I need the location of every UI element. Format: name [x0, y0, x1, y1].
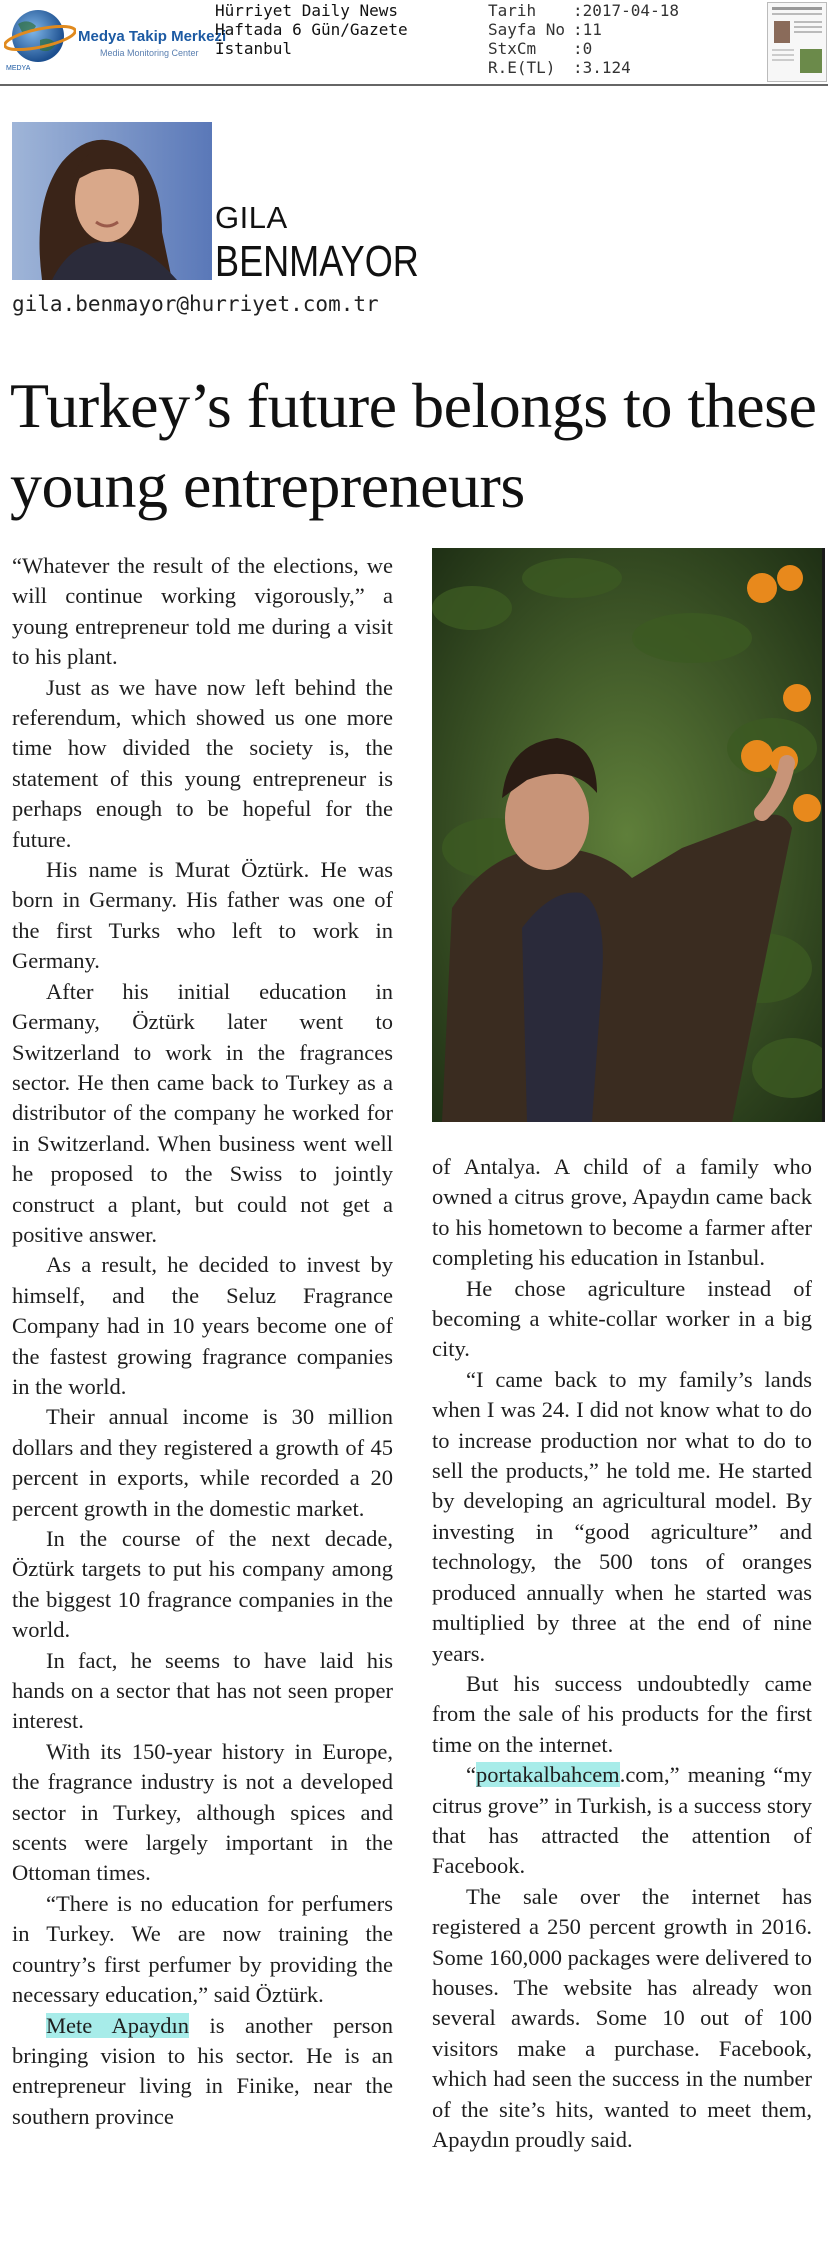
author-photo: [12, 122, 212, 280]
article-paragraph: His name is Murat Öztürk. He was born in Germany. His father was one of the first Turks who left to work in Germany.: [12, 857, 393, 974]
logo-title: Medya Takip Merkezi: [78, 28, 227, 45]
article-paragraph: Their annual income is 30 million dollars and they registered a growth of 45 percent in exports, while recorded a 20 percent growth in the domestic market.: [12, 1404, 393, 1521]
page-thumbnail[interactable]: [767, 2, 827, 82]
publication-city: İstanbul: [215, 39, 293, 58]
article-left-column: [12, 551, 393, 2132]
meta-value: :0: [573, 39, 593, 58]
quote-mark: “: [466, 1762, 476, 1788]
meta-key: Sayfa No: [488, 20, 566, 39]
article-paragraph: “I came back to my family’s lands when I was 24. I did not know what to do to increase production nor what to do to sell the products,” he told me. He started by developing an agricultural model. By investing in “good agriculture” and technology, the 500 tons of oranges produced annually when he started was multiplied by three at the end of nine years.: [432, 1366, 812, 1666]
article-paragraph: The sale over the internet has registered a 250 percent growth in 2016. Some 160,000 packages were delivered to houses. The website has already won several awards. Some 10 out of 100 visitors make a purchase. Facebook, which had seen the success in the number of the site’s hits, wanted to meet them, Apaydın proudly said.: [432, 1883, 812, 2152]
logo-subtitle: Media Monitoring Center: [100, 48, 199, 58]
meta-key: Tarih: [488, 1, 537, 20]
article-paragraph-website: [432, 1760, 812, 1882]
globe-icon: [4, 4, 76, 74]
paragraph-text: is another person bringing vision to his sector. He is an entrepreneur living in Finike, near the southern province: [12, 2012, 393, 2129]
article-paragraph-mete: [12, 2011, 393, 2133]
article-paragraph: In fact, he seems to have laid his hands on a sector that has not seen proper interest.: [12, 1647, 393, 1734]
article-paragraph: But his success undoubtedly came from the sale of his products for the first time on the internet.: [432, 1670, 812, 1757]
article-paragraph: Just as we have now left behind the referendum, which showed us one more time how divided the society is, the statement of this young entrepreneur is perhaps enough to be hopeful for the future.: [12, 674, 393, 852]
publication-name: Hürriyet Daily News: [215, 1, 399, 20]
header-divider: [0, 84, 828, 86]
article-paragraph: After his initial education in Germany, Öztürk later went to Switzerland to work in the fragrances sector. He then came back to Turkey as a distributor of the company he worked for in Switzerland. When business went well he proposed to the Swiss to jointly construct a plant, but could not get a positive answer.: [12, 978, 393, 1247]
article-paragraph: With its 150-year history in Europe, the fragrance industry is not a developed sector in Turkey, although spices and scents were largely important in the Ottoman times.: [12, 1738, 393, 1886]
meta-key: StxCm: [488, 39, 537, 58]
meta-value: :2017-04-18: [573, 1, 679, 20]
meta-row: [488, 58, 679, 77]
article-right-column: [432, 1152, 812, 2155]
highlighted-name: Mete Apaydın: [46, 2012, 189, 2038]
meta-row: [488, 1, 679, 20]
meta-row: [488, 39, 679, 58]
meta-key: R.E(TL): [488, 58, 556, 77]
article-paragraph: He chose agriculture instead of becoming a white-collar worker in a big city.: [432, 1275, 812, 1362]
article-paragraph: As a result, he decided to invest by himself, and the Seluz Fragrance Company had in 10 years become one of the fastest growing fragrance companies in the world.: [12, 1252, 393, 1399]
article-paragraph: of Antalya. A child of a family who owned a citrus grove, Apaydın came back to his hometown to become a farmer after completing his education in Istanbul.: [432, 1154, 812, 1271]
clipping-header: [0, 0, 828, 84]
meta-row: [488, 20, 679, 39]
clipping-meta: [488, 1, 679, 77]
publication-info: [215, 1, 408, 58]
publication-frequency: Haftada 6 Gün/Gazete: [215, 20, 408, 39]
article-paragraph: “Whatever the result of the elections, we will continue working vigorously,” a young entrepreneur told me during a visit to his plant.: [12, 553, 393, 670]
meta-value: :3.124: [573, 58, 631, 77]
highlighted-website[interactable]: portakalbahcem: [476, 1762, 620, 1788]
svg-text:MEDYA: MEDYA: [6, 65, 31, 72]
article-headline: Turkey’s future belongs to these young entrepreneurs: [10, 370, 817, 521]
meta-value: :11: [573, 20, 602, 39]
author-first-name: GILA: [215, 200, 288, 235]
article-paragraph: In the course of the next decade, Öztürk targets to put his company among the biggest 10 fragrance companies in the world.: [12, 1526, 393, 1643]
author-email: gila.benmayor@hurriyet.com.tr: [12, 292, 379, 316]
agency-logo: [4, 4, 227, 74]
article-photo: [432, 548, 825, 1122]
article-paragraph: “There is no education for perfumers in Turkey. We are now training the country’s first perfumer by providing the necessary education,” said Öztürk.: [12, 1890, 393, 2008]
paragraph-text: .com,” meaning “my citrus grove” in Turkish, is a success story that has attracted the attention of Facebook.: [432, 1762, 812, 1879]
author-last-name: BENMAYOR: [215, 237, 419, 286]
